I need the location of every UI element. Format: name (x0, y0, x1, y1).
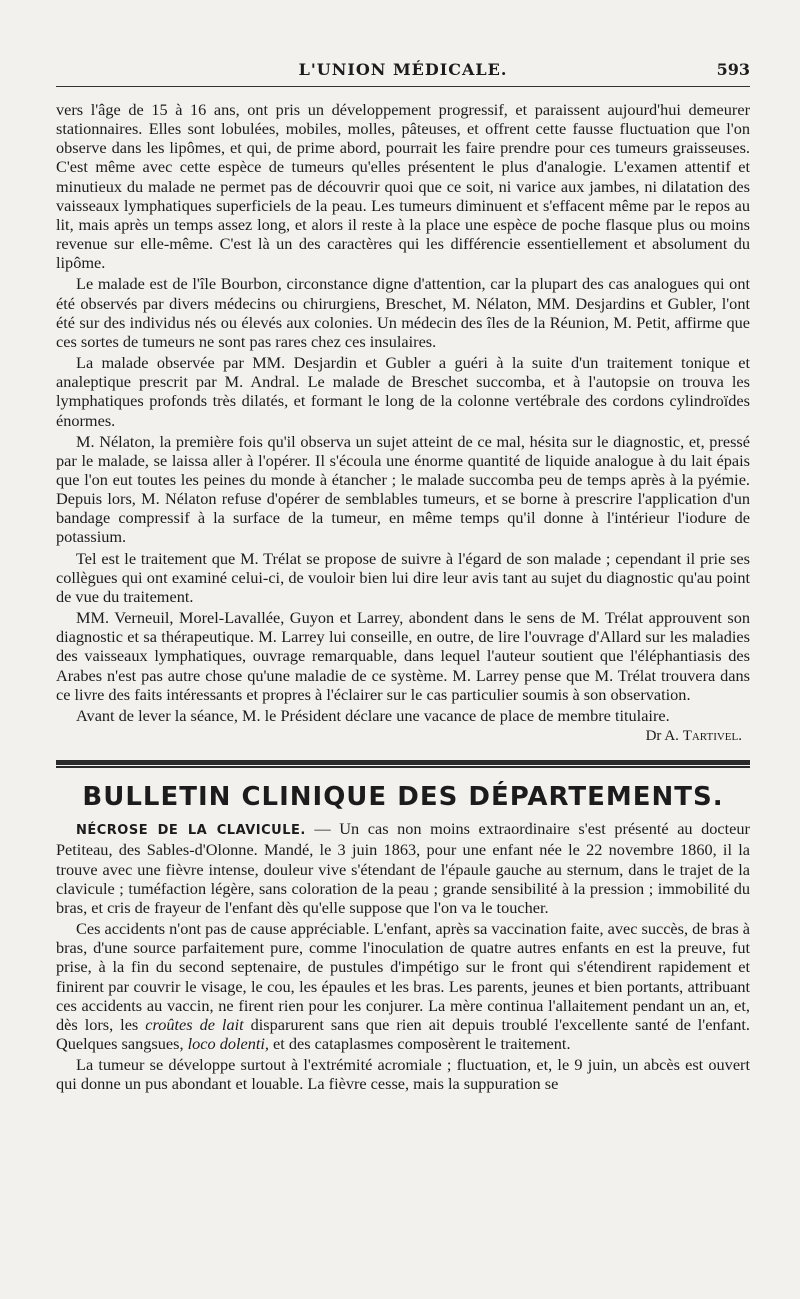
journal-title: L'UNION MÉDICALE. (298, 60, 508, 79)
paragraph-text: Ces accidents n'ont pas de cause appréciable. L'enfant, après sa vaccination faite, avec succès, de bras à bras, d'une source parfaitement pure, comme l'inoculation de quatre autres enfants en est la preuve, fut prise, à la fin du second septenaire, de pustules d'impétigo sur le front qui s'étendirent rapidement et finirent par couvrir le visage, le cou, les épaules et les bras. Les parents, jeunes et bien portants, attribuant ces accidents au vaccin, ne firent rien pour les conjurer. La mère continua l'allaitement pendant un an, et, dès lors, les (56, 919, 750, 1034)
paragraph: Le malade est de l'île Bourbon, circonstance digne d'attention, car la plupart des cas analogues qui ont été observés par divers médecins ou chirurgiens, Breschet, M. Nélaton, MM. Desjardins et Gubler, l'ont été sur des individus nés ou élevés aux colonies. Un médecin des îles de la Réunion, M. Petit, affirme que ces sortes de tumeurs ne sont pas rares chez ces insulaires. (56, 274, 750, 351)
signature-name: Tartivel. (682, 728, 742, 744)
italic-term: croûtes de lait (145, 1014, 244, 1034)
paragraph: vers l'âge de 15 à 16 ans, ont pris un développement progressif, et paraissent aujourd'hui demeurer stationnaires. Elles sont lobulées, mobiles, molles, pâteuses, et offrent cette fausse fluctuation que l'on observe dans les lipômes, et qui, de prime abord, pourrait les faire prendre pour ces tumeurs graisseuses. C'est même avec cette espèce de tumeurs qu'elles présentent le plus d'analogie. L'examen attentif et minutieux du malade ne permet pas de découvrir quoi que ce soit, ni varice aux jambes, ni dilatation des vaisseaux lymphatiques superficiels de la peau. Les tumeurs diminuent et s'effacent même par le repos au lit, mais après un temps assez long, et alors il reste à la place une espèce de poche flasque plus ou moins revenue sur elle-même. C'est là un des caractères qui les différencie essentiellement et absolument du lipôme. (56, 100, 750, 273)
section-divider (56, 760, 750, 766)
paragraph: Avant de lever la séance, M. le Président déclare une vacance de place de membre titulaire. (76, 705, 670, 725)
paragraph: La malade observée par MM. Desjardin et Gubler a guéri à la suite d'un traitement tonique et analeptique prescrit par M. Andral. Le malade de Breschet succomba, et à l'autopsie on trouva les lymphatiques profonds très dilatés, et formant le long de la colonne vertébrale des cordons cylindroïdes énormes. (56, 353, 750, 430)
paragraph: MM. Verneuil, Morel-Lavallée, Guyon et Larrey, abondent dans le sens de M. Trélat approuvent son diagnostic et sa thérapeutique. M. Larrey lui conseille, en outre, de lire l'ouvrage d'Allard sur les maladies des vaisseaux lymphatiques, ouvrage remarquable, dans lequel l'auteur soutient que l'éléphantiasis des Arabes n'est pas autre chose qu'une maladie de ce système. M. Larrey pense que M. Trélat trouvera dans ce livre des faits intéressants et propres à l'éclairer sur le cas particulier soumis à son observation. (56, 608, 750, 704)
author-signature (56, 727, 750, 746)
page-number: 593 (716, 60, 750, 79)
signature-prefix: Dr A. (645, 728, 683, 744)
paragraph-text: et des cataplasmes composèrent le traitement. (268, 1034, 571, 1054)
paragraph: Tel est le traitement que M. Trélat se propose de suivre à l'égard de son malade ; cependant il prie ses collègues qui ont examiné celui-ci, de vouloir bien lui dire leur avis tant au sujet du diagnostic qu'au point de vue du traitement. (56, 548, 750, 606)
paragraph (56, 819, 750, 917)
paragraph (56, 919, 750, 1053)
paragraph-text: — Un cas non moins extraordinaire s'est présenté au docteur Petiteau, des Sables-d'Olonne. Mandé, le 3 juin 1863, pour une enfant née le 22 novembre 1860, il la trouve avec une fièvre intense, douleur vive s'étendant de l'épaule gauche au sternum, dans le trajet de la clavicule ; tuméfaction légère, sans coloration de la peau ; grande sensibilité à la pression ; immobilité du bras, et cris de frayeur de l'enfant dès qu'elle suppose que l'on va le toucher. (56, 819, 750, 917)
paragraph: M. Nélaton, la première fois qu'il observa un sujet atteint de ce mal, hésita sur le diagnostic, et, pressé par le malade, se laissa aller à l'opérer. Il s'écoula une énorme quantité de liquide analogue à du lait épais que l'on eut toutes les peines du monde à étancher ; le malade succomba peu de temps après à la pyémie. Depuis lors, M. Nélaton refuse d'opérer de semblables tumeurs, et se borne à prescrire l'application d'un bandage compressif à la surface de la tumeur, en même temps qu'il donne à l'intérieur l'iodure de potassium. (56, 431, 750, 547)
italic-term: loco dolenti, (187, 1034, 269, 1054)
running-header (56, 54, 750, 87)
section-title: BULLETIN CLINIQUE DES DÉPARTEMENTS. (82, 782, 724, 813)
case-heading: NÉCROSE DE LA CLAVICULE. (76, 823, 306, 839)
paragraph-text: disparurent sans que rien ait depuis troublé l'excellente santé de l'enfant. Quelques sangsues, (56, 1014, 750, 1054)
paragraph: La tumeur se développe surtout à l'extrémité acromiale ; fluctuation, et, le 9 juin, un abcès est ouvert qui donne un pus abondant et louable. La fièvre cesse, mais la suppuration se (56, 1055, 750, 1094)
article-body (56, 100, 750, 1096)
